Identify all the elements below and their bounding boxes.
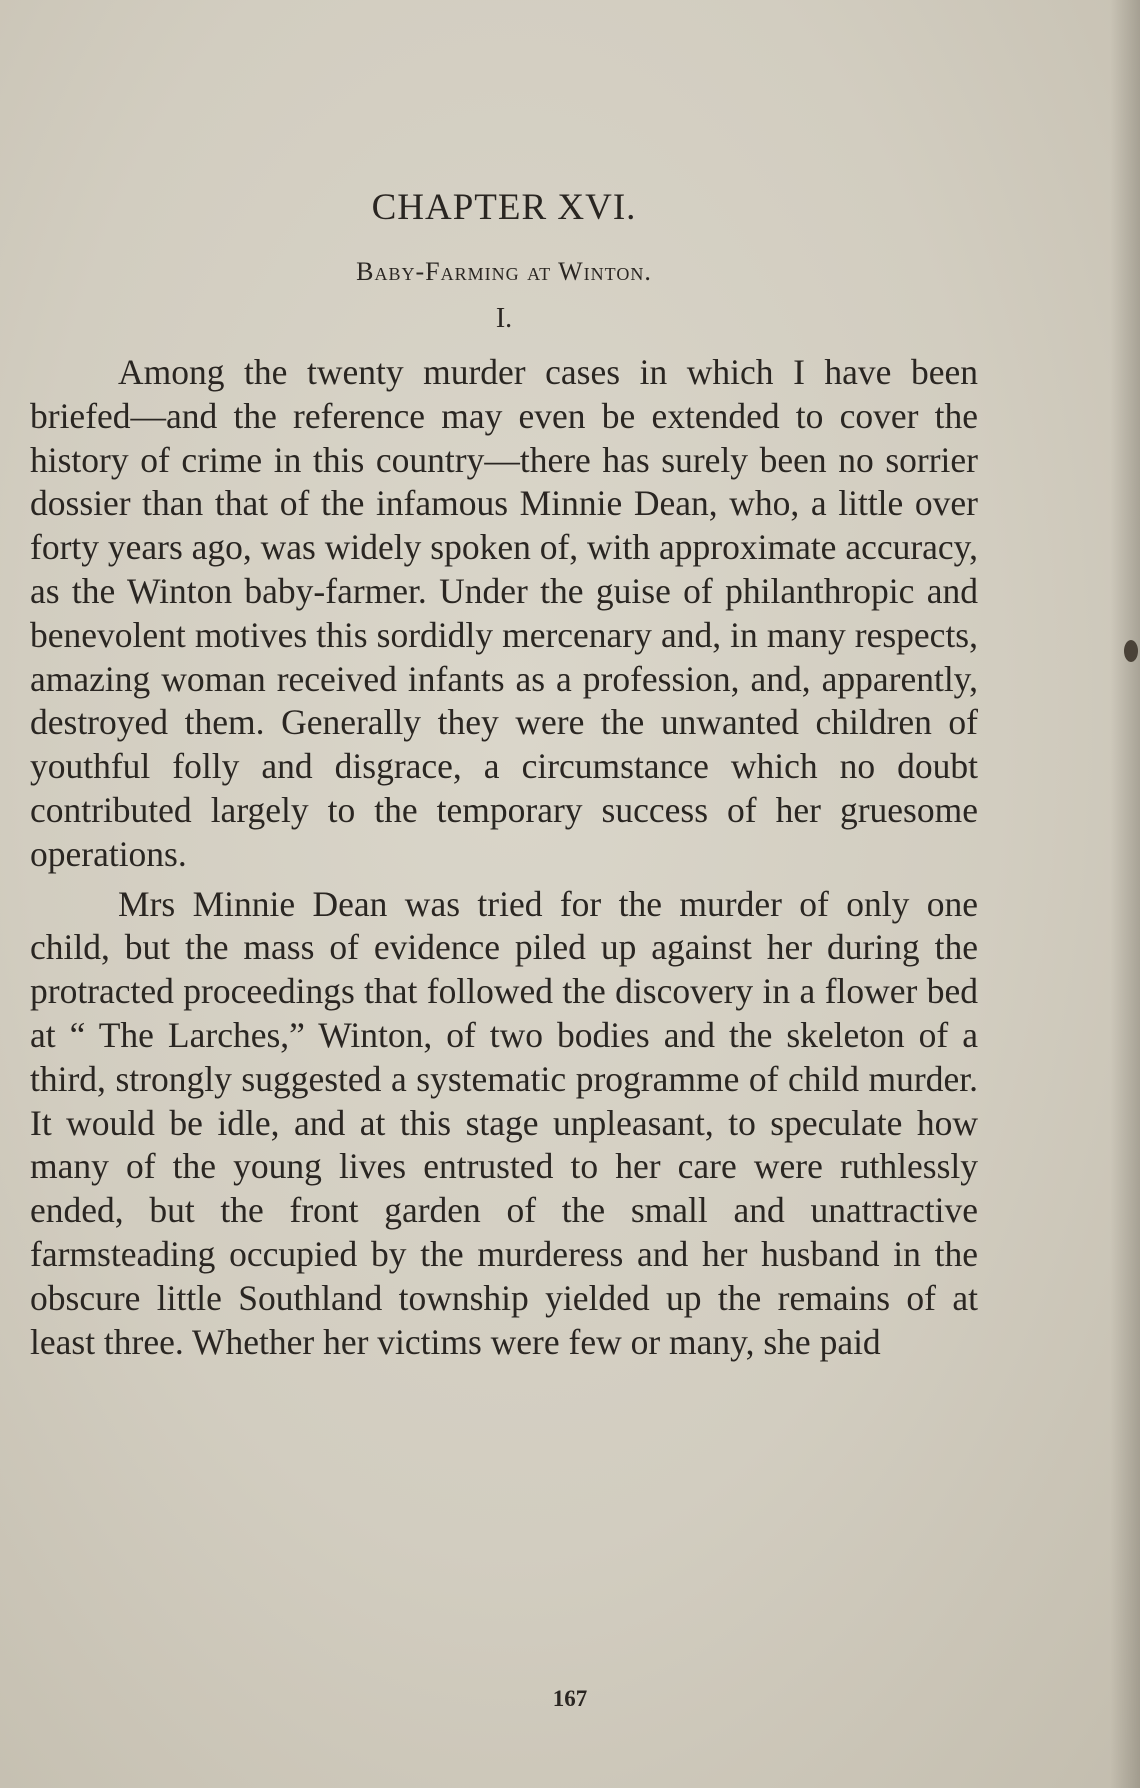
page-edge-shadow <box>1110 0 1140 1788</box>
paragraph-1: Among the twenty murder cases in which I have been briefed—and the reference may even be extended to cover the history of crime in this country—there has surely been no sorrier dossier than that of the infamous Minnie Dean, who, a little over forty years ago, was widely spoken of, with approximate accuracy, as the Winton baby-farmer. Under the guise of philanthropic and benevolent motives this sordidly mercenary and, in many respects, amazing woman received infants as a profession, and, apparently, destroyed them. Generally they were the unwanted children of youthful folly and disgrace, a circumstance which no doubt contributed largely to the temporary success of her gruesome operations. <box>30 352 978 874</box>
page-number: 167 <box>552 1686 588 1711</box>
section-number: I. <box>495 303 513 334</box>
chapter-subtitle: Baby-Farming at Winton. <box>356 257 652 286</box>
chapter-title: CHAPTER XVI. <box>371 187 637 228</box>
page-text-block <box>30 185 978 1364</box>
paragraph-2: Mrs Minnie Dean was tried for the murder of only one child, but the mass of evidence piled up against her during the protracted proceedings that followed the discovery in a flower bed at “ The Larches,” Winton, of two bodies and the skeleton of a third, strongly suggested a systematic programme of child murder. It would be idle, and at this stage unpleasant, to speculate how many of the young lives entrusted to her care were ruthlessly ended, but the front garden of the small and unattractive farmsteading occupied by the murderess and her husband in the obscure little Southland township yielded up the remains of at least three. Whether her victims were few or many, she paid <box>30 883 978 1362</box>
page-blemish <box>1124 640 1138 662</box>
